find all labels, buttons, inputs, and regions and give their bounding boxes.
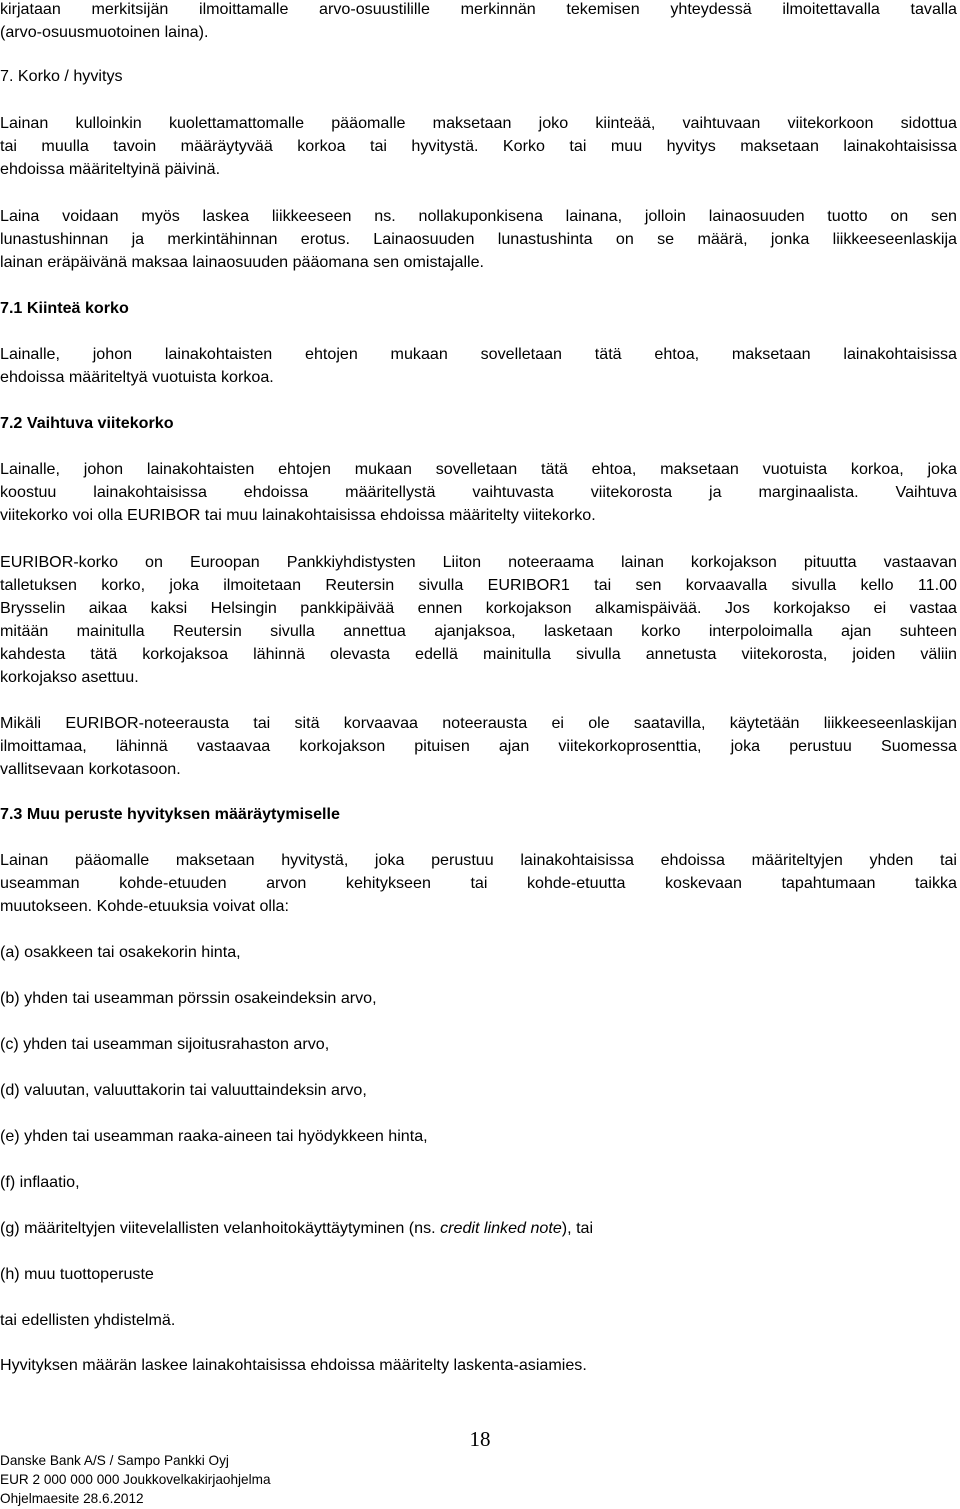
text-line: useamman kohde-etuuden arvon kehitykseen tai kohde-etuutta koskevaan tapahtumaan taikka [0, 874, 957, 892]
section-heading: 7.3 Muu peruste hyvityksen määräytymiselle [0, 805, 340, 823]
text-line: kirjataan merkitsijän ilmoittamalle arvo-osuustilille merkinnän tekemisen yhteydessä ilmoitettavalla tavalla [0, 0, 957, 18]
text-line: EURIBOR-korko on Euroopan Pankkiyhdistysten Liiton noteeraama lainan korkojakson pituutta vastaavan [0, 553, 957, 571]
intro-paragraph [0, 0, 957, 44]
list-item-g-emphasis: credit linked note [440, 1219, 562, 1237]
text-line: vallitsevaan korkotasoon. [0, 760, 181, 778]
footer-programme: EUR 2 000 000 000 Joukkovelkakirjaohjelma [0, 1472, 271, 1487]
list-item-g-text: (g) määriteltyjen viitevelallisten velanhoitokäyttäytyminen (ns. [0, 1219, 441, 1237]
list-item: (c) yhden tai useamman sijoitusrahaston arvo, [0, 1035, 330, 1053]
text-line: ehdoissa määriteltyä vuotuista korkoa. [0, 368, 274, 386]
list-item-b [0, 987, 957, 1010]
list-item-d [0, 1079, 957, 1102]
text-line: Brysselin aikaa kaksi Helsingin pankkipäivää ennen korkojakson alkamispäivää. Jos korkojakso ei vastaa [0, 599, 957, 617]
section-7-3-paragraph-1 [0, 849, 957, 918]
section-7-2-heading-block [0, 412, 957, 435]
text-line: ilmoittamaa, lähinnä vastaavaa korkojakson pituisen ajan viitekorkoprosenttia, joka perustuu Suomessa [0, 737, 957, 755]
text-line: lunastushinnan ja merkintähinnan erotus. Lainaosuuden lunastushinta on se määrä, jonka liikkeeseenlaskija [0, 230, 957, 248]
list-item: (a) osakkeen tai osakekorin hinta, [0, 943, 241, 961]
footer [0, 1451, 600, 1508]
list-item-h [0, 1263, 957, 1286]
list-item-a [0, 941, 957, 964]
list-item-g-tail: ), tai [561, 1219, 594, 1237]
section-heading: 7.1 Kiinteä korko [0, 299, 129, 317]
list-item-c [0, 1033, 957, 1056]
text-line: Lainalle, johon lainakohtaisten ehtojen mukaan sovelletaan tätä ehtoa, maksetaan lainakohtaisissa [0, 345, 957, 363]
text-line: talletuksen korko, joka ilmoitetaan Reutersin sivulla EURIBOR1 tai sen korvaavalla sivulla kello 11.00 [0, 576, 957, 594]
section-heading: 7.2 Vaihtuva viitekorko [0, 414, 174, 432]
list-item: (f) inflaatio, [0, 1173, 80, 1191]
text-line: tai muulla tavoin määräytyvää korkoa tai hyvitystä. Korko tai muu hyvitys maksetaan lainakohtaisissa [0, 137, 957, 155]
text-line: (arvo-osuusmuotoinen laina). [0, 23, 209, 41]
text-line: korkojakso asettuu. [0, 668, 139, 686]
text-line: koostuu lainakohtaisissa ehdoissa määritellystä vaihtuvasta viitekorosta ja marginaalista. Vaihtuva [0, 483, 957, 501]
section-7-2-paragraph-1 [0, 458, 957, 527]
section-heading: 7. Korko / hyvitys [0, 67, 123, 85]
text-line: kahdesta tätä korkojaksoa lähinnä olevasta edellä mainitulla sivulla annetusta viitekorosta, joiden väliin [0, 645, 957, 663]
list-item: (d) valuutan, valuuttakorin tai valuuttaindeksin arvo, [0, 1081, 367, 1099]
list-item: (e) yhden tai useamman raaka-aineen tai hyödykkeen hinta, [0, 1127, 428, 1145]
section-7-1-paragraph [0, 343, 957, 389]
section-7-3-heading-block [0, 803, 957, 826]
list-item: (h) muu tuottoperuste [0, 1265, 154, 1283]
footer-date: Ohjelmaesite 28.6.2012 [0, 1491, 144, 1506]
text-line: Laina voidaan myös laskea liikkeeseen ns. nollakuponkisena lainana, jolloin lainaosuuden tuotto on sen [0, 207, 957, 225]
text-line: Lainan pääomalle maksetaan hyvitystä, joka perustuu lainakohtaisissa ehdoissa määriteltyjen yhden tai [0, 851, 957, 869]
text-line: lainan eräpäivänä maksaa lainaosuuden pääomana sen omistajalle. [0, 253, 485, 271]
section-7-paragraph-2 [0, 205, 957, 274]
list-item-f [0, 1171, 957, 1194]
text-line: viitekorko voi olla EURIBOR tai muu lainakohtaisissa ehdoissa määritelty viitekorko. [0, 506, 596, 524]
footer-issuer: Danske Bank A/S / Sampo Pankki Oyj [0, 1453, 229, 1468]
text-line: muutokseen. Kohde-etuuksia voivat olla: [0, 897, 289, 915]
text-line: Lainan kulloinkin kuolettamattomalle pääomalle maksetaan joko kiinteää, vaihtuvaan viitekorkoon sidottua [0, 114, 957, 132]
text-line: Mikäli EURIBOR-noteerausta tai sitä korvaavaa noteerausta ei ole saatavilla, käytetään liikkeeseenlaskijan [0, 714, 957, 732]
list-item [0, 1217, 957, 1240]
list-item: (b) yhden tai useamman pörssin osakeindeksin arvo, [0, 989, 377, 1007]
text-line: tai edellisten yhdistelmä. [0, 1311, 176, 1329]
list-item-e [0, 1125, 957, 1148]
text-line: ehdoissa määriteltyinä päivinä. [0, 160, 221, 178]
text-line: Hyvityksen määrän laskee lainakohtaisissa ehdoissa määritelty laskenta-asiamies. [0, 1356, 587, 1374]
section-7-2-paragraph-3 [0, 712, 957, 781]
final-paragraph [0, 1354, 957, 1377]
combination-line [0, 1309, 957, 1332]
section-7-paragraph-1 [0, 112, 957, 181]
page-number: 18 [469, 1427, 491, 1451]
section-7-heading-block [0, 65, 957, 88]
section-7-2-paragraph-2 [0, 551, 957, 689]
text-line: mitään mainitulla Reutersin sivulla annettua ajanjaksoa, lasketaan korko interpoloimalla ajan suhteen [0, 622, 957, 640]
list-item-g [0, 1217, 957, 1240]
text-line: Lainalle, johon lainakohtaisten ehtojen mukaan sovelletaan tätä ehtoa, maksetaan vuotuista korkoa, joka [0, 460, 957, 478]
section-7-1-heading-block [0, 297, 957, 320]
